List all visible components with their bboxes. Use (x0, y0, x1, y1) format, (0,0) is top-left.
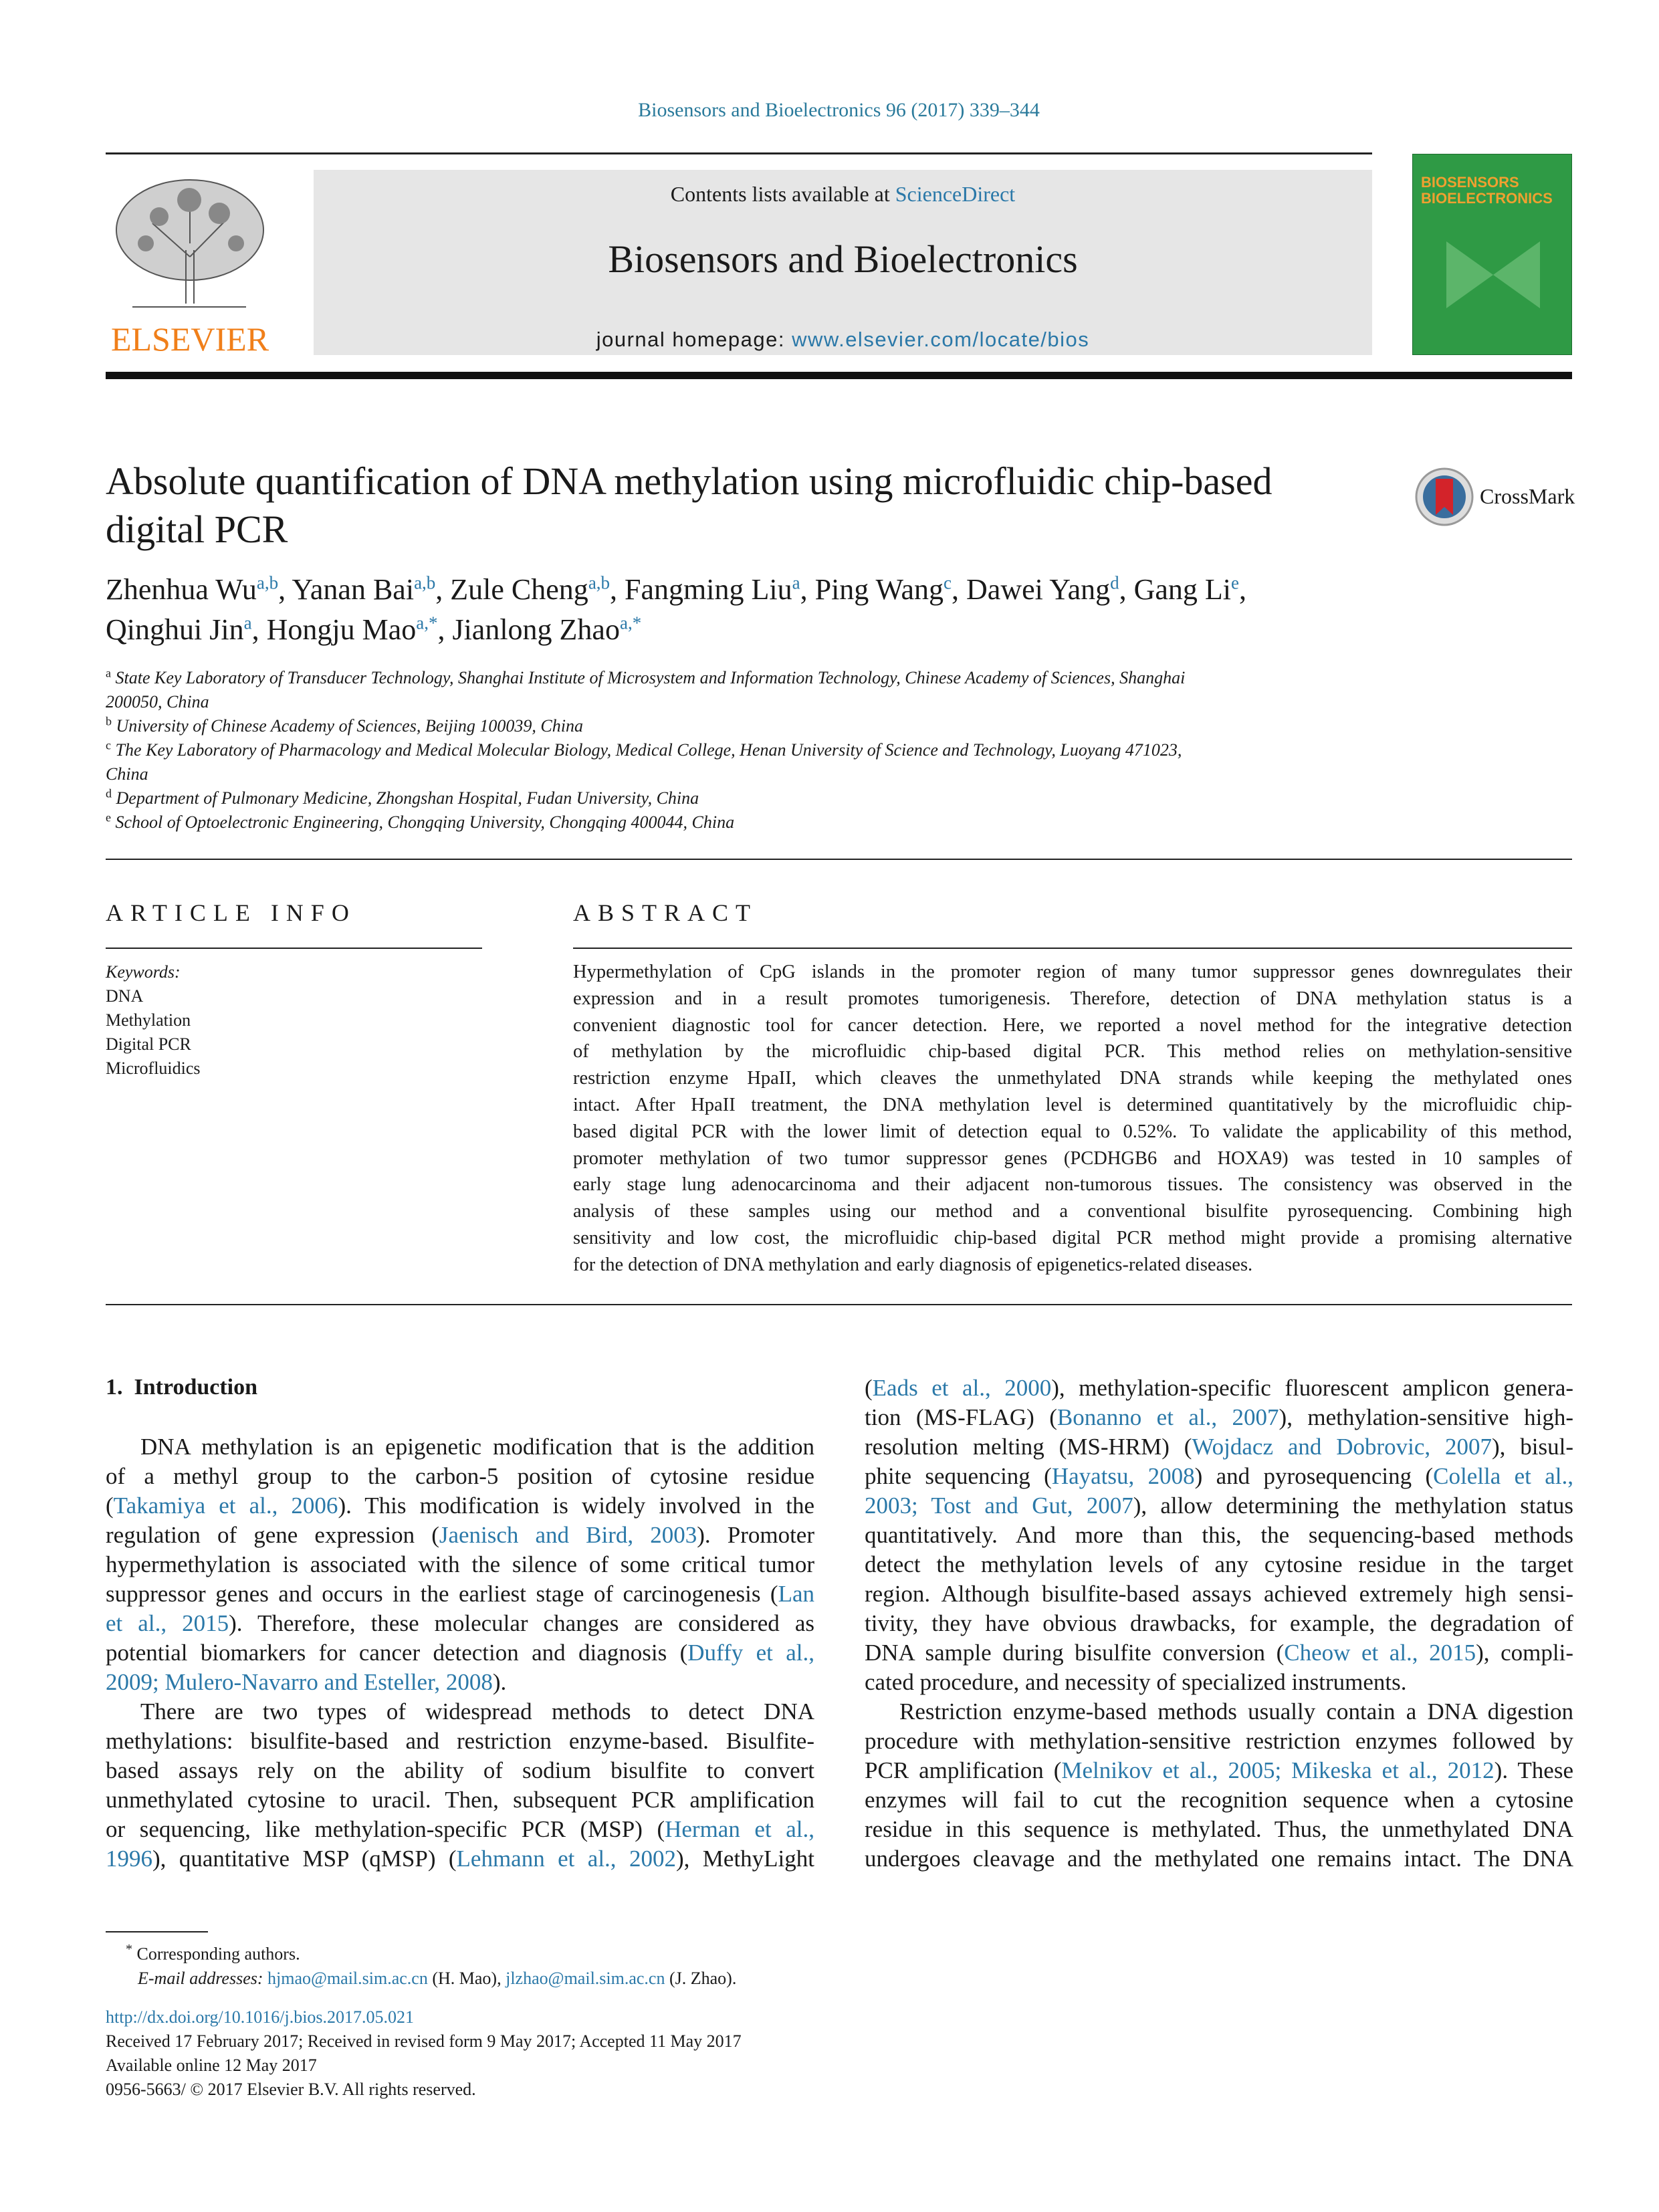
text-segment: of a methyl group to the carbon-5 position of cytosine residue (106, 1463, 814, 1489)
text-segment: Restriction enzyme-based methods usually contain a DNA digestion (899, 1698, 1573, 1725)
abstract-line: promoter methylation of two tumor suppressor genes (PCDHGB6 and HOXA9) was tested in 10 samples of (573, 1147, 1572, 1169)
text-line (865, 1668, 1573, 1697)
text-segment: ). (492, 1669, 507, 1695)
abstract-heading: ABSTRACT (573, 899, 758, 926)
text-segment: phite sequencing ( (865, 1463, 1052, 1489)
email-link[interactable]: jlzhao@mail.sim.ac.cn (506, 1968, 665, 1988)
text-segment: There are two types of widespread methods to detect DNA (140, 1698, 814, 1725)
text-line (865, 1550, 1573, 1579)
text-segment: procedure with methylation-sensitive restriction enzymes followed by (865, 1728, 1573, 1754)
divider (106, 948, 482, 949)
text-line (865, 1815, 1573, 1844)
text-line (106, 1550, 814, 1579)
elsevier-logo (106, 170, 274, 355)
text-line (106, 1609, 814, 1638)
affiliation-line (106, 666, 1390, 690)
affiliation-line (106, 714, 1390, 738)
affiliation-marker: e (106, 810, 111, 824)
text-line (865, 1521, 1573, 1550)
abstract-line: for the detection of DNA methylation and early diagnosis of epigenetics-related diseases. (573, 1254, 1253, 1275)
affiliation-text: Department of Pulmonary Medicine, Zhongshan Hospital, Fudan University, China (116, 788, 699, 808)
affiliation-line (106, 690, 1390, 714)
text-line (865, 1638, 1573, 1668)
divider (106, 1304, 1572, 1305)
divider (573, 948, 1572, 949)
text-segment: ), allow determining the methylation status (1133, 1492, 1573, 1519)
citation-link[interactable]: Eads et al., 2000 (872, 1375, 1052, 1401)
text-line (106, 1668, 814, 1697)
affiliations (106, 666, 1390, 835)
text-segment: hypermethylation is associated with the silence of some critical tumor (106, 1551, 814, 1577)
article-info-heading: ARTICLE INFO (106, 899, 356, 926)
contents-line (314, 182, 1372, 207)
author-name[interactable]: Zhenhua Wu (106, 573, 257, 606)
homepage-line (314, 328, 1372, 352)
affiliation-text: State Key Laboratory of Transducer Technology, Shanghai Institute of Microsystem and Information Technology, Chinese Academy of Sciences, Shanghai (115, 668, 1186, 687)
text-segment: PCR amplification ( (865, 1757, 1062, 1783)
text-segment: quantitatively. And more than this, the sequencing-based methods (865, 1522, 1573, 1548)
text-segment: suppressor genes and occurs in the earliest stage of carcinogenesis ( (106, 1581, 778, 1607)
affiliation-line (106, 786, 1390, 810)
crossmark-button[interactable] (1414, 467, 1575, 527)
text-segment: or sequencing, like methylation-specific PCR (MSP) ( (106, 1816, 665, 1842)
citation-link[interactable]: 2009; Mulero-Navarro and Esteller, 2008 (106, 1669, 493, 1695)
citation-link[interactable]: Takamiya et al., 2006 (113, 1492, 338, 1519)
received-dates: Received 17 February 2017; Received in revised form 9 May 2017; Accepted 11 May 2017 (106, 2031, 742, 2051)
affiliation-text: The Key Laboratory of Pharmacology and Medical Molecular Biology, Medical College, Henan University of Science and Technology, Luoyang 471023, (115, 740, 1182, 760)
copyright: 0956-5663/ © 2017 Elsevier B.V. All rights reserved. (106, 2079, 476, 2099)
abstract-line: analysis of these samples using our method and a conventional bisulfite pyrosequencing. Combining high (573, 1201, 1572, 1222)
citation-link[interactable]: Lan (778, 1581, 814, 1607)
author-affiliation-marker[interactable]: a,b (588, 572, 611, 593)
author-affiliation-marker[interactable]: e (1231, 572, 1240, 593)
author-affiliation-marker[interactable]: a (792, 572, 800, 593)
text-line (865, 1727, 1573, 1756)
citation-link[interactable]: Duffy et al., (687, 1640, 814, 1666)
author-name[interactable]: Qinghui Jin (106, 613, 244, 646)
affiliation-marker: b (106, 714, 112, 728)
text-line (106, 1579, 814, 1609)
text-segment: based assays rely on the ability of sodium bisulfite to convert (106, 1757, 814, 1783)
separator: , (435, 573, 451, 606)
abstract-line: expression and in a result promotes tumorigenesis. Therefore, detection of DNA methylation status is a (573, 988, 1572, 1009)
corresponding-note: * Corresponding authors. (126, 1942, 300, 1964)
keywords (106, 960, 201, 1081)
author-affiliation-marker[interactable]: c (944, 572, 952, 593)
author-affiliation-marker[interactable]: a,b (414, 572, 436, 593)
affiliation-line (106, 738, 1390, 762)
citation-link[interactable]: Jaenisch and Bird, 2003 (439, 1522, 697, 1548)
available-online: Available online 12 May 2017 (106, 2055, 317, 2075)
email-link[interactable]: hjmao@mail.sim.ac.cn (267, 1968, 428, 1988)
text-segment: enzymes will fail to cut the recognition sequence when a cytosine (865, 1787, 1573, 1813)
footnotes (106, 1937, 742, 2102)
separator: , (952, 573, 967, 606)
separator: , (437, 613, 453, 646)
text-line (865, 1579, 1573, 1609)
abstract-line: intact. After HpaII treatment, the DNA methylation level is determined quantitatively by the microfluidic chip- (573, 1094, 1572, 1115)
email-line (106, 1967, 742, 1991)
svg-text:ELSEVIER: ELSEVIER (110, 320, 269, 355)
abstract-line: sensitivity and low cost, the microfluidic chip-based digital PCR method might provide a promising alternative (573, 1227, 1572, 1248)
keyword: Digital PCR (106, 1034, 191, 1054)
author-name[interactable]: Hongju Mao (266, 613, 417, 646)
contents-label: Contents lists available at (670, 182, 895, 206)
text-segment: ), MethyLight (675, 1846, 814, 1872)
divider (106, 372, 1572, 379)
text-line (865, 1609, 1573, 1638)
text-segment: cated procedure, and necessity of specialized instruments. (865, 1669, 1407, 1695)
citation-link[interactable]: Herman et al., (665, 1816, 814, 1842)
text-line (106, 1432, 814, 1462)
keyword: Methylation (106, 1010, 191, 1030)
text-line (106, 1756, 814, 1785)
author-name[interactable]: Dawei Yang (966, 573, 1111, 606)
affiliation-text: 200050, China (106, 692, 209, 711)
text-segment: ). This modification is widely involved in the (338, 1492, 814, 1519)
homepage-link[interactable]: www.elsevier.com/locate/bios (792, 328, 1090, 351)
text-segment: ), bisul- (1492, 1434, 1573, 1460)
text-segment: detect the methylation levels of any cytosine residue in the target (865, 1551, 1573, 1577)
email-owner: (J. Zhao). (665, 1968, 737, 1988)
affiliation-text: School of Optoelectronic Engineering, Chongqing University, Chongqing 400044, China (115, 812, 735, 832)
text-segment: methylations: bisulfite-based and restriction enzyme-based. Bisulfite- (106, 1728, 814, 1754)
journal-title: Biosensors and Bioelectronics (608, 237, 1078, 281)
author-name[interactable]: Zule Cheng (450, 573, 588, 606)
body-column-left (106, 1432, 814, 1874)
affiliation-line (106, 762, 1390, 786)
author-affiliation-marker[interactable]: a,* (416, 613, 438, 633)
text-line (106, 1697, 814, 1727)
text-line (106, 1462, 814, 1491)
affiliation-text: China (106, 764, 148, 784)
abstract-line: Hypermethylation of CpG islands in the promoter region of many tumor suppressor genes downregulates their (573, 962, 1572, 982)
text-segment: ), methylation-specific fluorescent amplicon genera- (1051, 1375, 1574, 1401)
separator: , (1119, 573, 1134, 606)
section-heading-introduction: 1. Introduction (106, 1375, 258, 1400)
text-line (106, 1521, 814, 1550)
text-segment: potential biomarkers for cancer detection and diagnosis ( (106, 1640, 688, 1666)
abstract-line: restriction enzyme HpaII, which cleaves the unmethylated DNA strands while keeping the methylated ones (573, 1068, 1572, 1089)
sciencedirect-link[interactable]: ScienceDirect (895, 182, 1016, 206)
divider (106, 859, 1572, 860)
text-line (106, 1727, 814, 1756)
citation-link[interactable]: 2003; Tost and Gut, 2007 (865, 1492, 1133, 1519)
affiliation-marker: c (106, 738, 111, 752)
author-name[interactable]: Jianlong Zhao (452, 613, 620, 646)
crossmark-label: CrossMark (1480, 484, 1575, 508)
text-segment: undergoes cleavage and the methylated one remains intact. The DNA (865, 1846, 1573, 1872)
author-name[interactable]: Ping Wang (814, 573, 944, 606)
citation-link[interactable]: Melnikov et al., 2005; Mikeska et al., 2012 (1061, 1757, 1495, 1783)
affiliation-text: University of Chinese Academy of Sciences, Beijing 100039, China (116, 716, 583, 736)
text-segment: ), compli- (1476, 1640, 1573, 1666)
text-segment: DNA methylation is an epigenetic modification that is the addition (140, 1434, 814, 1460)
abstract-line: early stage lung adenocarcinoma and their adjacent non-tumorous tissues. The consistency was observed in the (573, 1174, 1572, 1196)
citation-link[interactable]: Colella et al., (1433, 1463, 1573, 1489)
text-line (865, 1697, 1573, 1727)
citation-link[interactable]: Hayatsu, 2008 (1051, 1463, 1195, 1489)
text-segment: ) and pyrosequencing ( (1194, 1463, 1434, 1489)
homepage-label: journal homepage: (596, 328, 792, 351)
text-segment: DNA sample during bisulfite conversion ( (865, 1640, 1285, 1666)
abstract-line: based digital PCR with the lower limit of detection equal to 0.52%. To validate the applicability of this method, (573, 1121, 1572, 1142)
author-affiliation-marker[interactable]: d (1110, 572, 1119, 593)
email-label: E-mail addresses: (138, 1968, 268, 1988)
crossmark-icon (1414, 467, 1474, 527)
text-line (106, 1785, 814, 1815)
keyword: DNA (106, 986, 144, 1006)
doi-link[interactable]: http://dx.doi.org/10.1016/j.bios.2017.05.021 (106, 2007, 415, 2027)
title-line: Absolute quantification of DNA methylation using microfluidic chip-based (106, 459, 1273, 503)
separator: , (610, 573, 625, 606)
separator: , (800, 573, 815, 606)
journal-citation-link[interactable]: Biosensors and Bioelectronics 96 (2017) 339–344 (638, 99, 1040, 121)
citation-link[interactable]: Cheow et al., 2015 (1284, 1640, 1476, 1666)
text-segment: resolution melting (MS-HRM) ( (865, 1434, 1192, 1460)
text-line (865, 1432, 1573, 1462)
body-column-right (865, 1373, 1573, 1874)
abstract-text (573, 959, 1572, 1279)
corresponding-text: Corresponding authors. (136, 1944, 300, 1964)
footnote-divider (106, 1931, 208, 1932)
keywords-label: Keywords: (106, 962, 181, 982)
author-affiliation-marker[interactable]: a,b (256, 572, 279, 593)
cover-graphic-icon (1440, 235, 1547, 315)
text-segment: ( (106, 1492, 114, 1519)
text-line (865, 1491, 1573, 1521)
author-list (106, 570, 1443, 650)
author-name[interactable]: Gang Li (1133, 573, 1232, 606)
abstract-line: convenient diagnostic tool for cancer detection. Here, we reported a novel method for the integrative detection (573, 1014, 1572, 1036)
text-segment: region. Although bisulfite-based assays achieved extremely high sensi- (865, 1581, 1573, 1607)
citation-link[interactable]: et al., 2015 (106, 1610, 229, 1636)
citation-link[interactable]: Wojdacz and Dobrovic, 2007 (1192, 1434, 1492, 1460)
text-segment: unmethylated cytosine to uracil. Then, subsequent PCR amplification (106, 1787, 814, 1813)
text-line (106, 1638, 814, 1668)
cover-title-line: BIOELECTRONICS (1421, 190, 1553, 207)
text-segment: ). Therefore, these molecular changes are considered as (229, 1610, 814, 1636)
affiliation-line (106, 810, 1390, 835)
citation-link[interactable]: 1996 (106, 1846, 152, 1872)
text-line (865, 1462, 1573, 1491)
title-line: digital PCR (106, 508, 288, 551)
author-name[interactable]: Yanan Bai (292, 573, 415, 606)
text-segment: ), methylation-sensitive high- (1279, 1404, 1573, 1430)
text-segment: tivity, they have obvious drawbacks, for example, the degradation of (865, 1610, 1573, 1636)
citation-link[interactable]: Lehmann et al., 2002 (456, 1846, 676, 1872)
article-title (106, 457, 1416, 554)
separator: , (1239, 573, 1254, 606)
divider (106, 152, 1372, 154)
journal-cover-image (1412, 154, 1572, 355)
separator: , (278, 573, 292, 606)
abstract-line: of methylation by the microfluidic chip-based digital PCR. This method relies on methylation-sensitive (573, 1041, 1572, 1063)
text-segment: regulation of gene expression ( (106, 1522, 439, 1548)
text-line (865, 1844, 1573, 1874)
separator: , (251, 613, 267, 646)
text-segment: residue in this sequence is methylated. Thus, the unmethylated DNA (865, 1816, 1573, 1842)
cover-title-line: BIOSENSORS (1421, 174, 1519, 191)
text-segment: ), quantitative MSP (qMSP) ( (152, 1846, 457, 1872)
text-line (106, 1844, 814, 1874)
citation-link[interactable]: Bonanno et al., 2007 (1057, 1404, 1279, 1430)
text-segment: ). Promoter (697, 1522, 814, 1548)
text-segment: ). These (1494, 1757, 1573, 1783)
text-line (865, 1403, 1573, 1432)
keyword: Microfluidics (106, 1059, 201, 1078)
author-line (106, 570, 1443, 610)
text-line (865, 1785, 1573, 1815)
elsevier-tree-icon (106, 170, 274, 355)
email-owner: (H. Mao), (427, 1968, 506, 1988)
text-segment: tion (MS-FLAG) ( (865, 1404, 1057, 1430)
text-line (106, 1815, 814, 1844)
author-line (106, 610, 1443, 650)
author-affiliation-marker[interactable]: a,* (619, 613, 642, 633)
journal-header (314, 170, 1372, 355)
author-name[interactable]: Fangming Liu (625, 573, 792, 606)
author-affiliation-marker[interactable]: a (243, 613, 252, 633)
affiliation-marker: d (106, 786, 112, 800)
affiliation-marker: a (106, 666, 111, 680)
text-line (865, 1756, 1573, 1785)
text-segment: ( (865, 1375, 873, 1401)
text-line (106, 1491, 814, 1521)
text-line (865, 1373, 1573, 1403)
